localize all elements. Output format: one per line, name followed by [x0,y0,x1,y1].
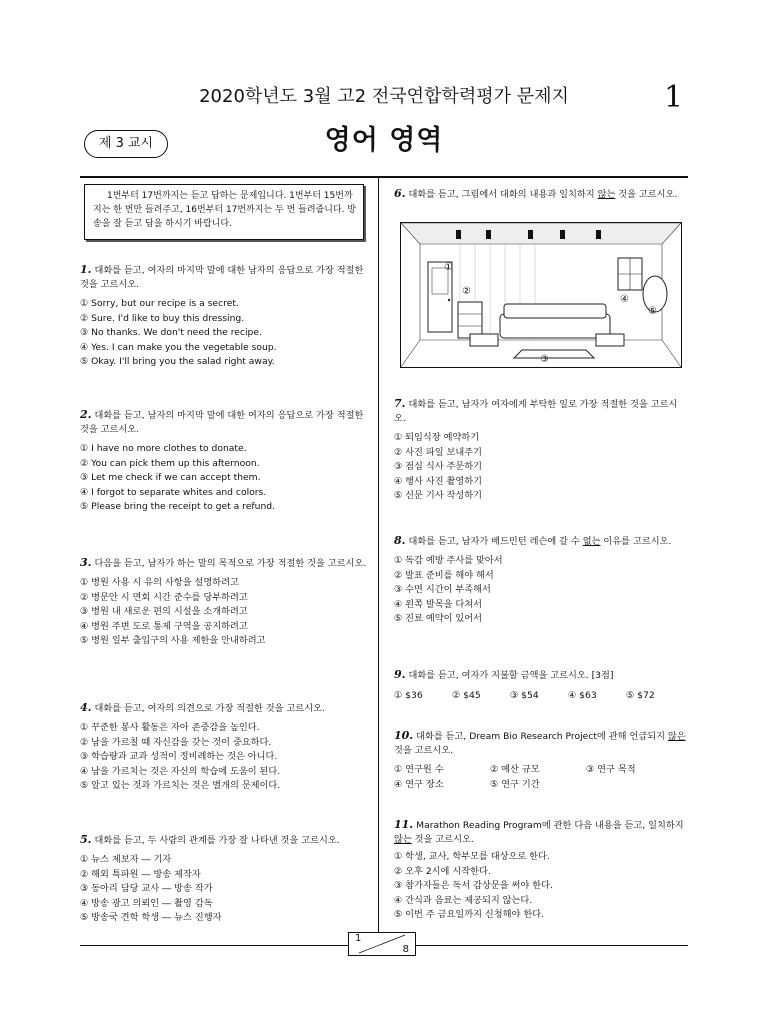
option-3[interactable]: ③ $54 [510,690,539,701]
listening-notice: 1번부터 17번까지는 듣고 답하는 문제입니다. 1번부터 15번까지는 한 번만 들려주고, 16번부터 17번까지는 두 번 들려줍니다. 방송을 잘 듣고 답을 하시기 바랍니다. [84,184,364,240]
question-3 [80,556,370,649]
question-7 [394,397,688,504]
option-2[interactable]: ② 예산 규모 [490,764,540,775]
question-stem: 대화를 듣고, 두 사람의 관계를 가장 잘 나타낸 것을 고르시오. [94,835,340,846]
option-1[interactable]: ① 독감 예방 주사를 맞아서 [394,555,503,566]
option-1[interactable]: ① 퇴임식장 예약하기 [394,432,480,443]
option-4[interactable]: ④ Yes. I can make you the vegetable soup. [80,341,277,353]
question-number: 8. [394,534,406,547]
option-3[interactable]: ③ 동아리 담당 교사 ― 방송 작가 [80,883,213,895]
exam-title: 2020학년도 3월 고2 전국연합학력평가 문제지 [199,86,569,107]
option-4[interactable]: ④ 연구 장소 [394,778,444,790]
figure-label-2: ② [462,286,471,297]
question-number: 10. [394,729,414,742]
total-pages: 8 [402,944,409,955]
question-1 [80,263,370,370]
question-number: 11. [394,818,414,831]
option-3[interactable]: ③ No thanks. We don't need the recipe. [80,327,262,339]
option-5[interactable]: ⑤ Please bring the receipt to get a refund. [80,501,276,513]
question-6: 6. 대화를 듣고, 그림에서 대화의 내용과 일치하지 않는 것을 고르시오. [394,187,678,200]
option-3[interactable]: ③ 학습량과 교과 성적이 정비례하는 것은 아니다. [80,751,278,763]
subject-title: 영어 영역 [324,125,444,156]
option-5[interactable]: ⑤ 이번 주 금요일까지 신청해야 한다. [394,909,545,921]
option-1[interactable]: ① I have no more clothes to donate. [80,443,247,454]
question-number: 2. [80,408,92,421]
page-number: 1 [664,80,684,115]
option-2[interactable]: ② 발표 준비를 해야 해서 [394,569,494,581]
option-5[interactable]: ⑤ $72 [626,690,655,701]
question-number: 6. [394,187,406,200]
option-1[interactable]: ① 꾸준한 봉사 활동은 자아 존중감을 높인다. [80,722,260,733]
question-number: 7. [394,397,406,410]
option-1[interactable]: ① 연구원 수 [394,764,444,775]
room-illustration [400,222,682,368]
option-2[interactable]: ② You can pick them up this afternoon. [80,457,260,469]
negation-underline: 않는 [597,189,616,200]
question-stem: 대화를 듣고, 여자의 의견으로 가장 적절한 것을 고르시오. [94,703,325,714]
option-3[interactable]: ③ 연구 목적 [586,764,636,775]
option-1[interactable]: ① Sorry, but our recipe is a secret. [80,298,239,309]
option-4[interactable]: ④ 행사 사진 촬영하기 [394,475,482,487]
option-1[interactable]: ① $36 [394,690,423,701]
question-2 [80,408,370,515]
header-divider [80,176,688,178]
option-2[interactable]: ② 해외 특파원 ― 방송 제작자 [80,868,201,880]
current-page: 1 [355,933,362,944]
option-5[interactable]: ⑤ 진료 예약이 있어서 [394,613,482,625]
question-stem: 대화를 듣고, 여자의 마지막 말에 대한 남자의 응답으로 가장 적절한 것을 고르시오. [80,265,364,290]
question-number: 3. [80,556,92,569]
option-5[interactable]: ⑤ 연구 기간 [490,778,540,790]
question-9 [394,668,688,704]
figure-label-3: ③ [540,354,549,365]
figure-label-5: ⑤ [648,306,657,317]
option-4[interactable]: ④ 왼쪽 발목을 다쳐서 [394,598,482,610]
option-2[interactable]: ② 병문안 시 면회 시간 준수를 당부하려고 [80,591,248,603]
option-5[interactable]: ⑤ 알고 있는 것과 가르치는 것은 별개의 문제이다. [80,780,281,792]
option-3[interactable]: ③ 점심 식사 주문하기 [394,461,482,473]
question-stem: 대화를 듣고, 남자의 마지막 말에 대한 여자의 응답으로 가장 적절한 것을 고르시오. [80,410,364,435]
option-2[interactable]: ② 사진 파일 보내주기 [394,446,482,458]
option-1[interactable]: ① 병원 사용 시 유의 사항을 설명하려고 [80,577,239,588]
option-1[interactable]: ① 뉴스 제보자 ― 기자 [80,854,172,865]
option-5[interactable]: ⑤ 신문 기사 작성하기 [394,490,482,502]
option-3[interactable]: ③ Let me check if we can accept them. [80,472,261,484]
option-2[interactable]: ② 남을 가르칠 때 자신감을 갖는 것이 중요하다. [80,736,272,748]
option-2[interactable]: ② 오후 2시에 시작한다. [394,865,491,877]
option-2[interactable]: ② Sure. I'd like to buy this dressing. [80,312,245,324]
option-3[interactable]: ③ 참가자들은 독서 감상문을 써야 한다. [394,880,553,892]
question-stem: 다음을 듣고, 남자가 하는 말의 목적으로 가장 적절한 것을 고르시오. [94,558,367,569]
question-number: 1. [80,263,92,276]
page-indicator [348,932,416,956]
question-number: 9. [394,668,406,681]
question-10: 10. 대화를 듣고, Dream Bio Research Project에 관해 언급되지 않은 것을 고르시오. ① 연구원 수 ② 예산 규모 ③ 연구 목적 ④ 연구 장소 ⑤ 연구 기간 [394,729,688,792]
column-divider [378,178,379,946]
figure-label-1: ① [444,262,453,273]
question-5 [80,833,370,926]
negation-underline: 않는 [394,834,412,845]
question-4 [80,701,370,794]
question-stem: 대화를 듣고, 여자가 지불할 금액을 고르시오. [3점] [408,670,614,681]
period-badge: 제 3 교시 [84,130,168,158]
option-4[interactable]: ④ 간식과 음료는 제공되지 않는다. [394,894,533,906]
option-4[interactable]: ④ I forgot to separate whites and colors. [80,486,267,498]
option-1[interactable]: ① 학생, 교사, 학부모를 대상으로 한다. [394,851,550,862]
question-11: 11. Marathon Reading Program에 관한 다음 내용을 듣고, 일치하지 않는 것을 고르시오. ① 학생, 교사, 학부모를 대상으로 한다. ② 오후 2시에 시작한다. ③ 참가자들은 독서 감상문을 써야 한다. ④ 간식과 음료는 제공되지 않는다. ⑤ 이번 주 금요일까지 신청해야 한다. [394,818,688,923]
option-4[interactable]: ④ 방송 광고 의뢰인 ― 촬영 감독 [80,897,213,909]
question-number: 4. [80,701,92,714]
option-5[interactable]: ⑤ 방송국 견학 학생 ― 뉴스 진행자 [80,912,222,924]
option-3[interactable]: ③ 수면 시간이 부족해서 [394,584,491,596]
option-3[interactable]: ③ 병원 내 새로운 편의 시설을 소개하려고 [80,606,248,618]
option-4[interactable]: ④ 남을 가르치는 것은 자신의 학습에 도움이 된다. [80,765,281,777]
option-5[interactable]: ⑤ Okay. I'll bring you the salad right away. [80,356,275,368]
question-number: 5. [80,833,92,846]
question-8: 8. 대화를 듣고, 남자가 배드민턴 레슨에 갈 수 없는 이유를 고르시오. ① 독감 예방 주사를 맞아서 ② 발표 준비를 해야 해서 ③ 수면 시간이 부족해서 ④ 왼쪽 발목을 다쳐서 ⑤ 진료 예약이 있어서 [394,534,688,627]
negation-underline: 없는 [582,536,601,547]
negation-underline: 않은 [667,731,686,742]
option-4[interactable]: ④ 병원 주변 도로 통제 구역을 공지하려고 [80,620,248,632]
option-5[interactable]: ⑤ 병원 일부 출입구의 사용 제한을 안내하려고 [80,635,266,647]
option-4[interactable]: ④ $63 [568,690,597,701]
figure-label-4: ④ [620,294,629,305]
question-stem: 대화를 듣고, 남자가 여자에게 부탁한 일로 가장 적절한 것을 고르시오. [394,399,678,424]
option-2[interactable]: ② $45 [452,690,481,701]
